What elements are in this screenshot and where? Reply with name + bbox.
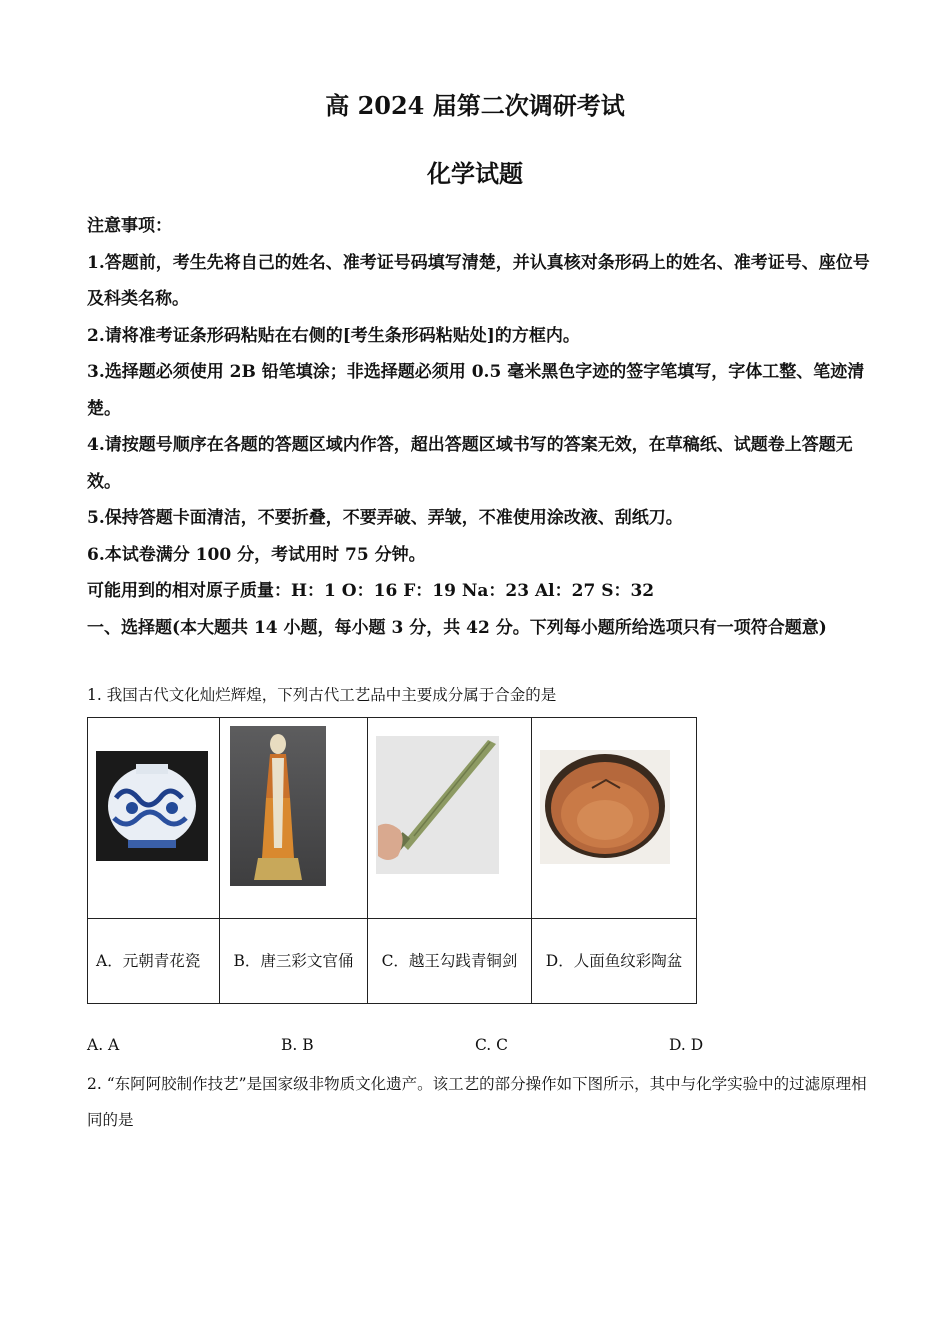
question-1-options-table	[87, 717, 697, 1004]
answer-choice-b[interactable]: B. B	[281, 1036, 314, 1054]
instruction-item: 1.答题前，考生先将自己的姓名、准考证号码填写清楚，并认真核对条形码上的姓名、准考证号、座位号及科类名称。	[87, 252, 870, 309]
question-2-stem: 2. “东阿阿胶制作技艺”是国家级非物质文化遗产。该工艺的部分操作如下图所示，其中与化学实验中的过滤原理相同的是	[87, 1075, 867, 1129]
atomic-mass-line: 可能用到的相对原子质量：H：1 O：16 F：19 Na：23 Al：27 S：32	[87, 581, 655, 601]
instructions-heading: 注意事项：	[87, 216, 172, 236]
option-c-image	[368, 718, 532, 919]
question-1-stem: 1. 我国古代文化灿烂辉煌，下列古代工艺品中主要成分属于合金的是	[87, 686, 557, 704]
bronze-sword-image	[368, 718, 531, 914]
exam-title: 高 2024 届第二次调研考试	[325, 91, 625, 120]
instruction-item: 6.本试卷满分 100 分，考试用时 75 分钟。	[87, 544, 426, 565]
answer-choice-d[interactable]: D. D	[669, 1036, 704, 1054]
answer-choice-c[interactable]: C. C	[475, 1036, 509, 1054]
instruction-item: 4.请按题号顺序在各题的答题区域内作答，超出答题区域书写的答案无效，在草稿纸、试题卷上答题无效。	[87, 435, 853, 492]
instruction-item: 5.保持答题卡面清洁，不要折叠，不要弄破、弄皱，不准使用涂改液、刮纸刀。	[87, 508, 683, 528]
pottery-basin-image	[532, 718, 696, 914]
section-heading: 一、选择题(本大题共 14 小题，每小题 3 分，共 42 分。下列每小题所给选项只有一项符合题意)	[87, 617, 827, 638]
instructions	[87, 208, 872, 646]
option-d-label: D．人面鱼纹彩陶盆	[532, 919, 697, 1004]
option-a-label: A．元朝青花瓷	[88, 919, 220, 1004]
subject-title: 化学试题	[427, 159, 523, 188]
option-b-label: B．唐三彩文官俑	[220, 919, 368, 1004]
answer-choice-a[interactable]: A. A	[87, 1036, 120, 1054]
instruction-item: 3.选择题必须使用 2B 铅笔填涂；非选择题必须用 0.5 毫米黑色字迹的签字笔填写，字体工整、笔迹清楚。	[87, 362, 865, 419]
porcelain-jar-image	[88, 718, 219, 914]
figurine-image	[220, 718, 367, 914]
instruction-item: 2.请将准考证条形码粘贴在右侧的[考生条形码粘贴处]的方框内。	[87, 325, 580, 346]
option-c-label: C．越王勾践青铜剑	[368, 919, 532, 1004]
option-a-image	[88, 718, 220, 919]
option-b-image	[220, 718, 368, 919]
option-d-image	[532, 718, 697, 919]
